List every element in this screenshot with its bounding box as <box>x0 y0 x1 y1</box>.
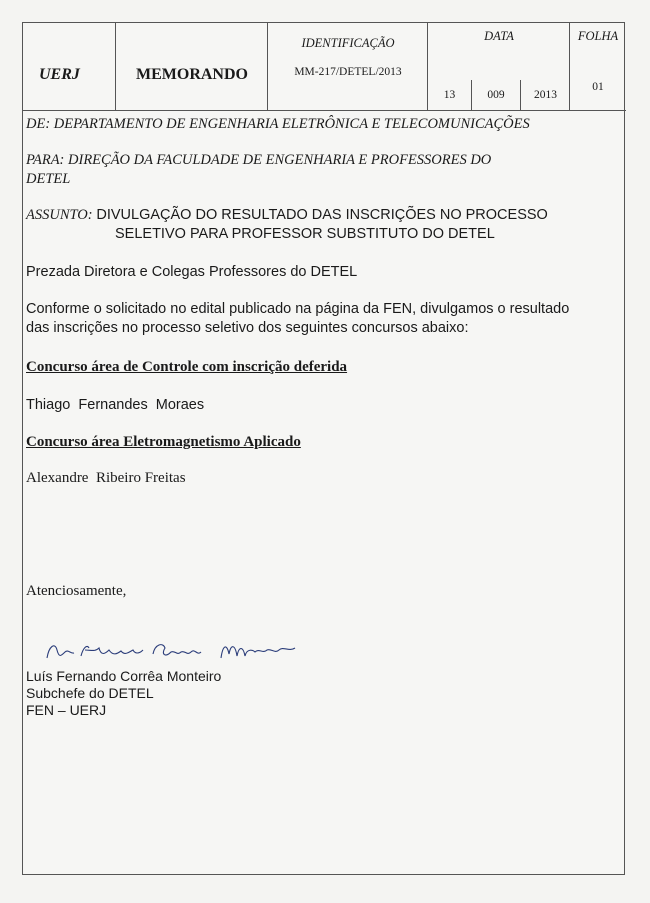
date-label: DATA <box>484 29 514 43</box>
signature-drawing <box>41 636 321 668</box>
date-cell <box>428 23 570 110</box>
date-month: 009 <box>472 80 521 110</box>
org-cell <box>23 23 116 110</box>
subject-line-1 <box>26 206 548 225</box>
section-1-name: Thiago Fernandes Moraes <box>26 397 205 413</box>
folha-value: 01 <box>592 81 604 93</box>
greeting: Prezada Diretora e Colegas Professores do DETEL <box>26 264 358 280</box>
identification-cell <box>268 23 428 110</box>
folha-cell <box>570 23 626 110</box>
doc-type-cell <box>116 23 268 110</box>
body-line-1: Conforme o solicitado no edital publicado na página da FEN, divulgamos o resultado <box>26 301 570 317</box>
identification-value: MM-217/DETEL/2013 <box>294 66 402 78</box>
date-day: 13 <box>428 80 472 110</box>
memo-page <box>22 22 625 875</box>
identification-label: IDENTIFICAÇÃO <box>301 36 395 50</box>
section-2-title: Concurso área Eletromagnetismo Aplicado <box>26 434 301 450</box>
signer-org: FEN – UERJ <box>26 702 107 718</box>
doc-type: MEMORANDO <box>136 66 248 83</box>
to-line-2: DETEL <box>26 171 71 187</box>
org-name: UERJ <box>39 66 80 83</box>
signer-name: Luís Fernando Corrêa Monteiro <box>26 668 222 684</box>
signer-role: Subchefe do DETEL <box>26 685 154 701</box>
subject-label: ASSUNTO: <box>26 207 93 223</box>
from-line: DE: DEPARTAMENTO DE ENGENHARIA ELETRÔNICA E TELECOMUNICAÇÕES <box>26 116 530 132</box>
subject-text-1: DIVULGAÇÃO DO RESULTADO DAS INSCRIÇÕES NO PROCESSO <box>96 207 548 223</box>
to-line-1: PARA: DIREÇÃO DA FACULDADE DE ENGENHARIA E PROFESSORES DO <box>26 152 492 168</box>
body-line-2: das inscrições no processo seletivo dos seguintes concursos abaixo: <box>26 320 469 336</box>
memo-header <box>23 23 626 111</box>
section-2-name: Alexandre Ribeiro Freitas <box>26 470 186 486</box>
date-year: 2013 <box>534 89 557 101</box>
section-1-title: Concurso área de Controle com inscrição deferida <box>26 359 348 375</box>
folha-label: FOLHA <box>577 29 619 43</box>
subject-line-2: SELETIVO PARA PROFESSOR SUBSTITUTO DO DETEL <box>115 226 495 242</box>
closing: Atenciosamente, <box>26 583 127 599</box>
